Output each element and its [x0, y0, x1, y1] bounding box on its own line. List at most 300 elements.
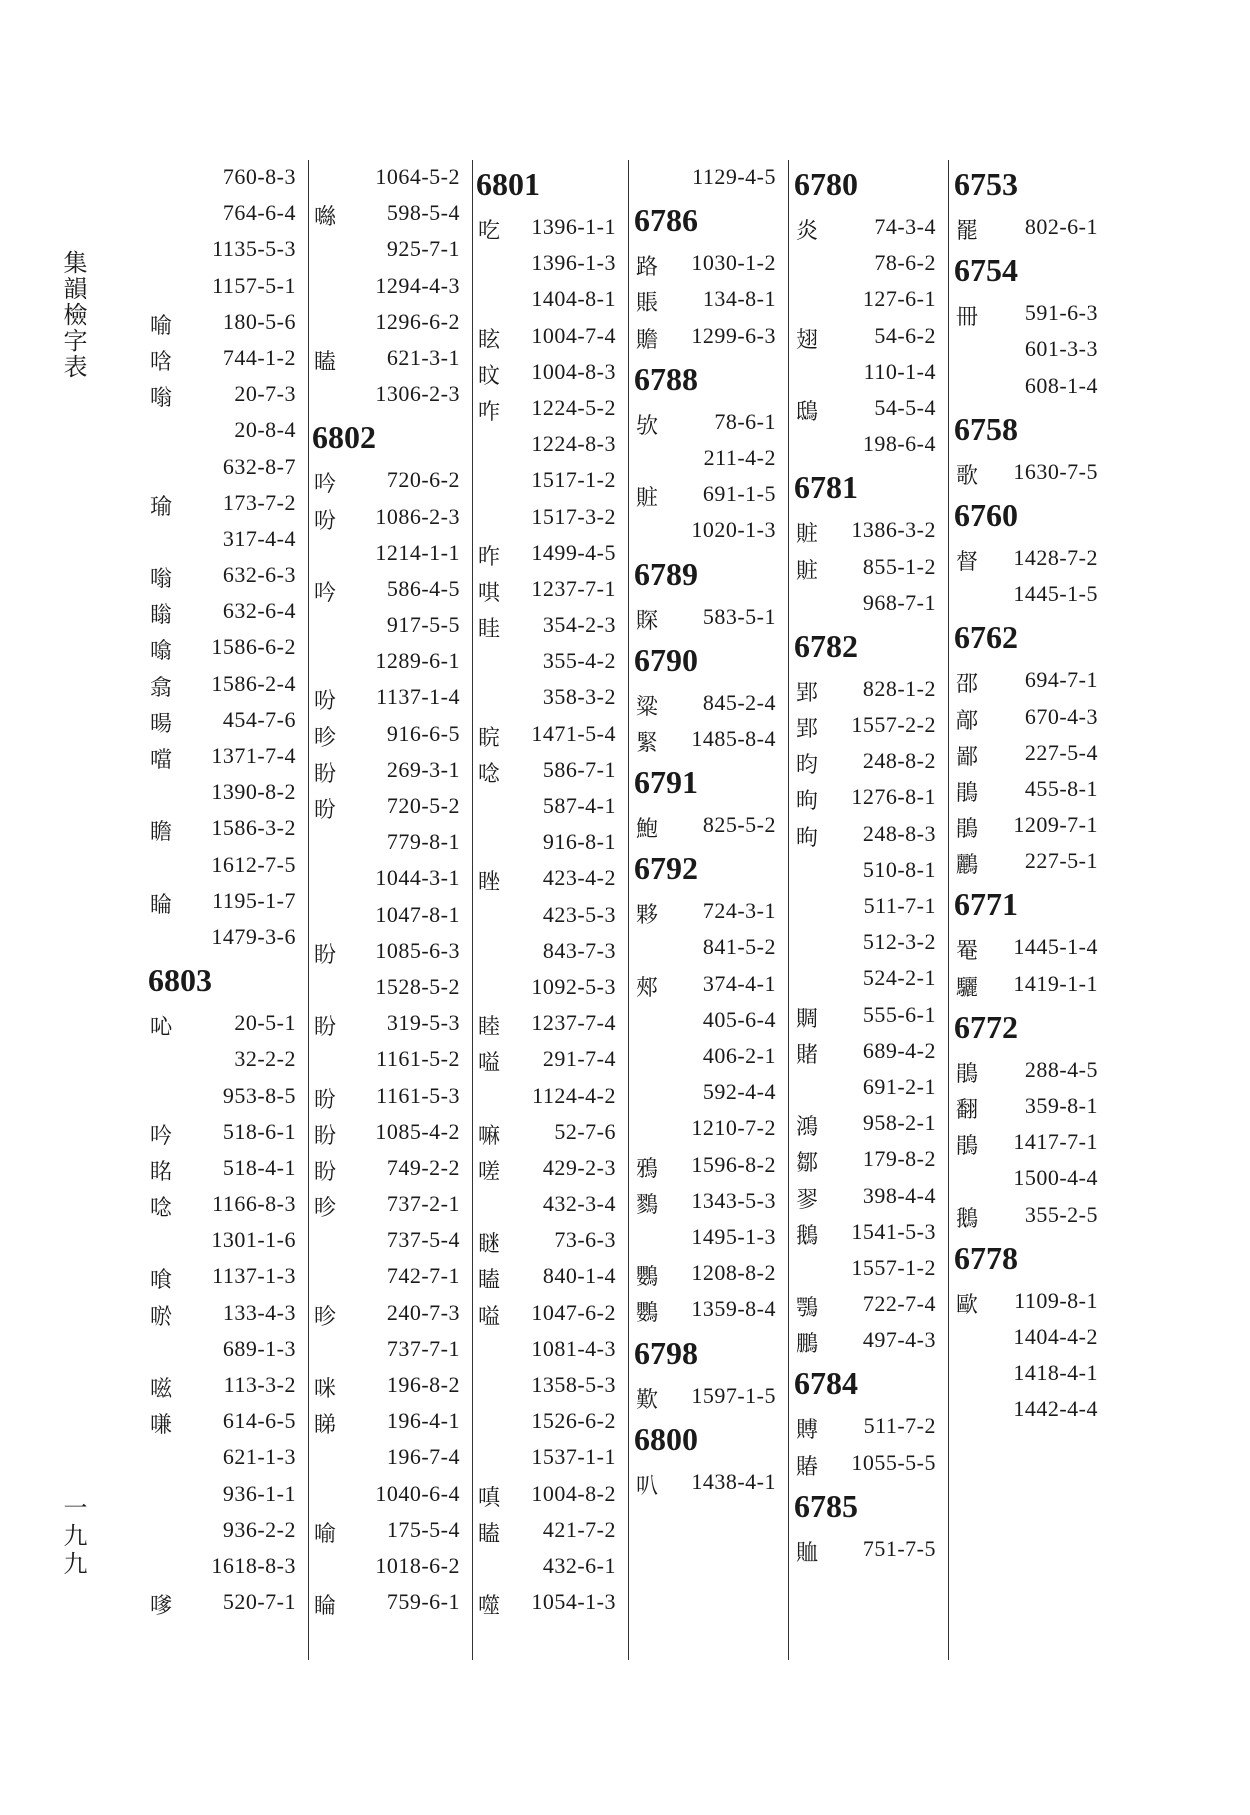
index-entry [148, 486, 308, 522]
entry-character: 賙 [796, 1006, 819, 1032]
entry-character: 吟 [314, 580, 337, 606]
entry-reference: 1054-1-3 [531, 1589, 616, 1615]
entry-reference: 354-2-3 [542, 612, 616, 638]
entry-reference: 1618-8-3 [211, 1552, 296, 1578]
entry-reference: 621-1-3 [222, 1444, 296, 1470]
section-number: 6778 [954, 1239, 1018, 1276]
entry-reference: 20-5-1 [234, 1010, 296, 1036]
index-entry [954, 772, 1110, 808]
index-entry [476, 861, 628, 897]
entry-reference: 632-6-3 [222, 562, 296, 588]
entry-reference: 1208-8-2 [691, 1260, 776, 1286]
index-entry [312, 1151, 472, 1187]
index-entry [954, 930, 1110, 966]
entry-reference: 1044-3-1 [375, 865, 460, 891]
section-heading [954, 880, 1110, 930]
entry-reference: 54-6-2 [874, 322, 936, 348]
index-entry [634, 1075, 788, 1111]
index-entry [312, 1042, 472, 1078]
entry-reference: 608-1-4 [1024, 372, 1098, 398]
entry-character: 督 [956, 549, 979, 575]
entry-character: 盼 [314, 761, 337, 787]
entry-reference: 694-7-1 [1024, 667, 1098, 693]
entry-reference: 936-1-1 [222, 1480, 296, 1506]
index-entry [954, 455, 1110, 491]
entry-reference: 1137-1-4 [376, 684, 460, 710]
index-entry [476, 1296, 628, 1332]
entry-character: 鵑 [956, 1061, 979, 1087]
entry-character: 盼 [314, 1015, 337, 1041]
index-entry [148, 594, 308, 630]
index-entry [794, 1215, 948, 1251]
entry-reference: 1586-2-4 [211, 670, 296, 696]
index-entry [312, 463, 472, 499]
section-number: 6801 [476, 166, 540, 202]
index-entry [148, 413, 308, 449]
entry-reference: 510-8-1 [862, 856, 936, 882]
index-entry [312, 680, 472, 716]
index-entry [634, 686, 788, 722]
entry-character: 翻 [956, 1098, 979, 1123]
entry-character: 郟 [636, 975, 659, 1001]
index-entry [794, 925, 948, 961]
index-entry [312, 1296, 472, 1332]
index-entry [476, 463, 628, 499]
entry-reference: 1528-5-2 [375, 973, 460, 999]
entry-reference: 840-1-4 [542, 1263, 616, 1289]
entry-reference: 248-8-3 [862, 820, 936, 846]
entry-reference: 749-2-2 [386, 1154, 460, 1180]
entry-reference: 742-7-1 [386, 1263, 460, 1289]
section-heading [794, 622, 948, 672]
entry-character: 吣 [150, 1015, 173, 1041]
index-entry [476, 1549, 628, 1585]
entry-character: 罷 [956, 219, 979, 244]
entry-character: 睦 [478, 1015, 501, 1041]
entry-reference: 1390-8-2 [211, 779, 296, 805]
entry-reference: 1294-4-3 [375, 272, 460, 298]
entry-character: 睇 [314, 1413, 337, 1439]
entry-reference: 1166-8-3 [212, 1191, 296, 1217]
section-heading [148, 956, 308, 1006]
entry-reference: 518-4-1 [222, 1154, 296, 1180]
index-entry [148, 1079, 308, 1115]
entry-character: 鵑 [956, 1134, 979, 1160]
section-number: 6790 [634, 641, 698, 678]
entry-reference: 1135-5-3 [212, 236, 296, 262]
entry-character: 賻 [796, 1418, 819, 1444]
entry-reference: 1428-7-2 [1013, 544, 1098, 570]
entry-reference: 1396-1-1 [531, 214, 616, 239]
index-column-6 [954, 160, 1110, 1660]
index-entry [148, 739, 308, 775]
entry-character: 盼 [314, 942, 337, 968]
entry-character: 昐 [314, 798, 337, 823]
index-entry [794, 513, 948, 549]
index-entry [794, 1034, 948, 1070]
entry-character: 吃 [478, 219, 501, 244]
entry-reference: 196-8-2 [386, 1372, 460, 1397]
entry-reference: 720-6-2 [386, 467, 460, 493]
index-entry [148, 1042, 308, 1078]
entry-reference: 1040-6-4 [375, 1480, 460, 1506]
entry-character: 欤 [636, 413, 659, 439]
index-entry [476, 1187, 628, 1223]
index-entry [312, 1079, 472, 1115]
entry-character: 喰 [150, 1268, 173, 1294]
entry-reference: 1499-4-5 [531, 539, 616, 565]
entry-reference: 1004-8-3 [531, 358, 616, 384]
section-heading [794, 160, 948, 210]
index-entry [634, 600, 788, 636]
section-heading [476, 160, 628, 210]
index-entry [476, 1006, 628, 1042]
index-entry [794, 1287, 948, 1323]
entry-character: 歐 [956, 1292, 979, 1318]
index-entry [148, 775, 308, 811]
entry-character: 昫 [796, 825, 819, 851]
entry-character: 鄗 [956, 708, 979, 734]
entry-character: 唅 [150, 349, 173, 375]
entry-character: 昣 [314, 1304, 337, 1330]
index-entry [312, 341, 472, 377]
entry-reference: 1597-1-5 [691, 1382, 776, 1408]
entry-character: 噹 [150, 748, 173, 773]
section-number: 6780 [794, 166, 858, 202]
section-heading [794, 1359, 948, 1409]
index-entry [794, 282, 948, 318]
index-entry [148, 1549, 308, 1585]
index-entry [634, 477, 788, 513]
entry-character: 鶚 [796, 1296, 819, 1322]
entry-reference: 113-3-2 [223, 1372, 296, 1397]
entry-character: 睔 [314, 1594, 337, 1620]
entry-reference: 1086-2-3 [375, 503, 460, 529]
index-entry [954, 700, 1110, 736]
index-entry [954, 844, 1110, 880]
entry-reference: 1018-6-2 [375, 1552, 460, 1578]
entry-character: 嗡 [150, 386, 173, 412]
index-entry [794, 1323, 948, 1359]
index-entry [634, 930, 788, 966]
index-entry [312, 1549, 472, 1585]
index-column-5 [794, 160, 949, 1660]
entry-reference: 1224-8-3 [531, 431, 616, 457]
entry-character: 嗲 [150, 1594, 173, 1620]
index-entry [476, 210, 628, 246]
entry-reference: 423-4-2 [542, 865, 616, 891]
index-entry [794, 744, 948, 780]
entry-character: 嗛 [150, 1413, 173, 1439]
entry-character: 鸚 [636, 1301, 659, 1327]
entry-reference: 1085-4-2 [375, 1118, 460, 1144]
entry-reference: 936-2-2 [222, 1516, 296, 1542]
index-entry [476, 572, 628, 608]
index-entry [634, 967, 788, 1003]
entry-character: 睉 [478, 870, 501, 896]
index-entry [476, 1513, 628, 1549]
entry-reference: 1359-8-4 [691, 1296, 776, 1322]
index-entry [634, 808, 788, 844]
entry-character: 郢 [796, 717, 819, 743]
section-number: 6788 [634, 360, 698, 397]
entry-reference: 1289-6-1 [375, 648, 460, 674]
entry-reference: 497-4-3 [862, 1327, 936, 1353]
index-entry [954, 1356, 1110, 1392]
section-number: 6753 [954, 166, 1018, 202]
index-entry [312, 1585, 472, 1621]
entry-reference: 845-2-4 [702, 689, 776, 715]
index-entry [148, 1404, 308, 1440]
index-entry [312, 1187, 472, 1223]
section-heading [954, 160, 1110, 210]
entry-character: 噬 [478, 1594, 501, 1620]
entry-character: 旼 [478, 363, 501, 389]
entry-reference: 841-5-2 [702, 934, 776, 960]
entry-reference: 1630-7-5 [1013, 458, 1098, 484]
entry-reference: 843-7-3 [542, 937, 616, 963]
entry-reference: 1124-4-2 [532, 1082, 616, 1108]
entry-reference: 1004-7-4 [531, 322, 616, 348]
index-entry [476, 934, 628, 970]
entry-character: 郢 [796, 680, 819, 706]
entry-reference: 1210-7-2 [691, 1115, 776, 1141]
entry-reference: 319-5-3 [386, 1010, 460, 1036]
entry-character: 鵬 [796, 1332, 819, 1358]
entry-reference: 240-7-3 [386, 1299, 460, 1325]
index-column-1 [148, 160, 309, 1660]
index-column-2 [312, 160, 473, 1660]
entry-reference: 586-4-5 [386, 575, 460, 601]
index-entry [794, 672, 948, 708]
entry-reference: 916-6-5 [386, 720, 460, 746]
index-entry [148, 848, 308, 884]
entry-character: 翕 [150, 675, 173, 701]
index-entry [794, 998, 948, 1034]
index-entry [794, 817, 948, 853]
index-entry [794, 1179, 948, 1215]
index-entry [148, 341, 308, 377]
index-entry [312, 196, 472, 232]
entry-reference: 317-4-4 [222, 525, 296, 551]
entry-reference: 173-7-2 [222, 489, 296, 515]
entry-character: 咋 [478, 399, 501, 425]
entry-character: 嗡 [150, 567, 173, 593]
entry-character: 嗞 [150, 1377, 173, 1402]
entry-reference: 1085-6-3 [375, 937, 460, 963]
index-entry [794, 355, 948, 391]
entry-reference: 1418-4-1 [1013, 1360, 1098, 1386]
index-entry [634, 513, 788, 549]
entry-reference: 421-7-2 [542, 1516, 616, 1542]
index-entry [312, 1440, 472, 1476]
index-entry [634, 441, 788, 477]
section-number: 6791 [634, 764, 698, 801]
entry-character: 粱 [636, 694, 659, 720]
entry-character: 昣 [314, 1196, 337, 1222]
index-entry [148, 1296, 308, 1332]
entry-character: 鵑 [956, 817, 979, 843]
entry-character: 昀 [796, 753, 819, 779]
entry-reference: 1161-5-3 [376, 1082, 460, 1108]
entry-character: 昐 [314, 1087, 337, 1113]
index-entry [954, 577, 1110, 613]
entry-reference: 737-7-1 [386, 1335, 460, 1361]
section-heading [634, 355, 788, 405]
entry-character: 喻 [314, 1521, 337, 1547]
index-entry [476, 753, 628, 789]
index-entry [634, 1039, 788, 1075]
entry-reference: 691-2-1 [862, 1073, 936, 1099]
index-entry [476, 1259, 628, 1295]
index-entry [476, 825, 628, 861]
section-heading [634, 196, 788, 246]
entry-reference: 227-5-4 [1024, 739, 1098, 765]
entry-character: 賍 [796, 522, 819, 548]
entry-reference: 917-5-5 [386, 612, 460, 638]
section-number: 6803 [148, 962, 212, 999]
entry-reference: 751-7-5 [862, 1535, 936, 1561]
entry-reference: 1404-8-1 [531, 286, 616, 312]
index-entry [476, 644, 628, 680]
entry-reference: 1471-5-4 [531, 720, 616, 746]
entry-reference: 1237-7-1 [531, 575, 616, 601]
index-entry [794, 1142, 948, 1178]
entry-reference: 1064-5-2 [375, 164, 460, 189]
index-entry [954, 808, 1110, 844]
entry-reference: 689-1-3 [222, 1335, 296, 1361]
entry-character: 賭 [796, 1042, 819, 1068]
index-entry [634, 1256, 788, 1292]
index-entry [954, 1392, 1110, 1428]
entry-reference: 1214-1-1 [375, 539, 460, 565]
section-number: 6760 [954, 496, 1018, 533]
index-entry [312, 232, 472, 268]
entry-reference: 432-6-1 [542, 1552, 616, 1578]
entry-reference: 211-4-2 [703, 444, 776, 470]
index-entry [794, 961, 948, 997]
index-entry [954, 663, 1110, 699]
entry-reference: 601-3-3 [1024, 336, 1098, 362]
section-heading [634, 844, 788, 894]
index-entry [634, 1184, 788, 1220]
entry-reference: 720-5-2 [386, 793, 460, 818]
entry-reference: 406-2-1 [702, 1043, 776, 1068]
entry-character: 鵝 [956, 1206, 979, 1232]
index-entry [476, 717, 628, 753]
index-entry [148, 1332, 308, 1368]
index-entry [312, 500, 472, 536]
entry-character: 眭 [478, 617, 501, 643]
entry-reference: 1612-7-5 [211, 851, 296, 877]
index-entry [312, 1006, 472, 1042]
entry-reference: 1495-1-3 [691, 1223, 776, 1249]
index-entry [148, 1513, 308, 1549]
entry-reference: 52-7-6 [554, 1118, 616, 1144]
entry-character: 翏 [796, 1187, 819, 1213]
entry-reference: 32-2-2 [234, 1046, 296, 1072]
entry-character: 盼 [314, 1159, 337, 1185]
index-entry [794, 586, 948, 622]
entry-reference: 825-5-2 [702, 812, 776, 838]
entry-reference: 110-1-4 [863, 358, 936, 384]
entry-reference: 1479-3-6 [211, 923, 296, 949]
index-entry [476, 680, 628, 716]
section-number: 6762 [954, 619, 1018, 656]
entry-character: 唸 [150, 1196, 173, 1222]
index-entry [148, 1187, 308, 1223]
index-entry [148, 884, 308, 920]
entry-reference: 73-6-3 [554, 1227, 616, 1253]
entry-reference: 454-7-6 [222, 706, 296, 732]
section-heading [954, 491, 1110, 541]
entry-reference: 1296-6-2 [375, 308, 460, 334]
entry-reference: 1161-5-2 [376, 1046, 460, 1072]
entry-character: 喻 [150, 313, 173, 339]
entry-reference: 291-7-4 [542, 1046, 616, 1072]
entry-reference: 764-6-4 [222, 200, 296, 226]
entry-reference: 592-4-4 [702, 1079, 776, 1105]
index-entry [148, 269, 308, 305]
index-entry [476, 1079, 628, 1115]
section-number: 6798 [634, 1334, 698, 1371]
entry-reference: 953-8-5 [222, 1082, 296, 1108]
entry-reference: 1537-1-1 [531, 1444, 616, 1470]
index-entry [476, 898, 628, 934]
entry-reference: 512-3-2 [862, 929, 936, 955]
index-entry [312, 1477, 472, 1513]
entry-reference: 180-5-6 [222, 308, 296, 334]
entry-character: 歎 [636, 1387, 659, 1413]
entry-character: 鵑 [956, 780, 979, 806]
index-entry [794, 427, 948, 463]
index-entry [476, 246, 628, 282]
entry-reference: 1209-7-1 [1013, 812, 1098, 838]
entry-reference: 355-4-2 [542, 648, 616, 674]
entry-character: 咪 [314, 1377, 337, 1402]
entry-reference: 1586-6-2 [211, 634, 296, 660]
entry-reference: 358-3-2 [542, 684, 616, 710]
entry-reference: 632-8-7 [222, 453, 296, 479]
index-entry [634, 246, 788, 282]
index-entry [148, 1223, 308, 1259]
entry-reference: 925-7-1 [386, 236, 460, 262]
entry-character: 嗟 [478, 1159, 501, 1185]
entry-reference: 511-7-2 [863, 1413, 936, 1439]
index-entry [312, 1223, 472, 1259]
entry-reference: 1299-6-3 [691, 322, 776, 348]
entry-reference: 134-8-1 [702, 286, 776, 312]
entry-reference: 127-6-1 [862, 286, 936, 312]
entry-reference: 1092-5-3 [531, 973, 616, 999]
entry-reference: 432-3-4 [542, 1191, 616, 1217]
section-heading [954, 405, 1110, 455]
entry-character: 吟 [314, 472, 337, 498]
index-entry [148, 1151, 308, 1187]
entry-reference: 518-6-1 [222, 1118, 296, 1144]
index-entry [634, 1220, 788, 1256]
index-entry [794, 853, 948, 889]
entry-reference: 1485-8-4 [691, 725, 776, 751]
entry-reference: 1137-1-3 [212, 1263, 296, 1289]
entry-reference: 1081-4-3 [531, 1335, 616, 1361]
entry-reference: 916-8-1 [542, 829, 616, 855]
section-number: 6784 [794, 1365, 858, 1402]
entry-character: 瞻 [150, 820, 173, 846]
section-number: 6781 [794, 469, 858, 506]
entry-reference: 760-8-3 [222, 164, 296, 189]
index-column-3 [476, 160, 629, 1660]
